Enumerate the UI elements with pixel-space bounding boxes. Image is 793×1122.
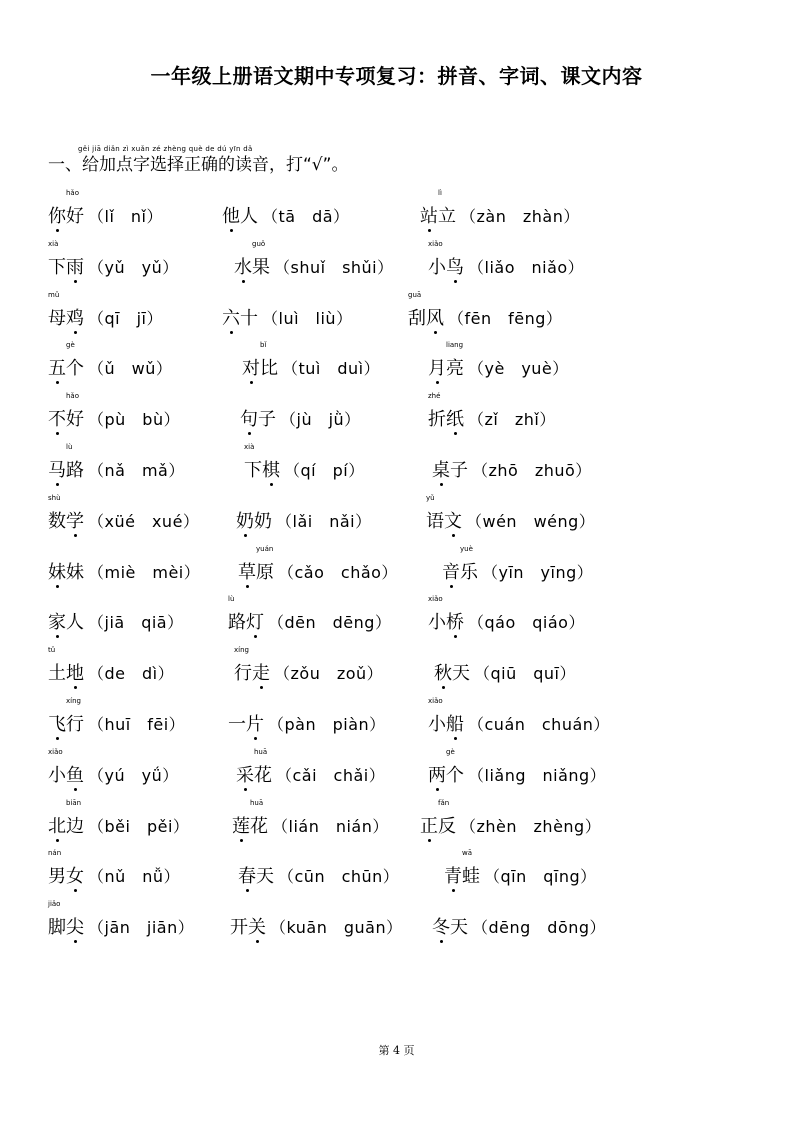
pinyin-annotation: xiǎo xyxy=(48,747,63,756)
question-item xyxy=(428,392,556,435)
dotted-character: 五 xyxy=(48,354,66,380)
pinyin-options[interactable]: （lián nián） xyxy=(272,816,389,836)
pinyin-options[interactable]: （tā dā） xyxy=(262,207,350,226)
question-word xyxy=(48,747,84,787)
character: 语 yǔ xyxy=(426,493,444,532)
page-number: 第 4 页 xyxy=(378,1044,415,1057)
pinyin-options[interactable]: （fēn fēng） xyxy=(448,308,563,328)
character: 好 hǎo xyxy=(66,189,84,227)
character: 开 xyxy=(230,917,248,939)
character: 母 mǔ xyxy=(48,290,66,329)
question-item xyxy=(48,493,200,537)
dotted-character: 走 xyxy=(252,659,270,685)
question-item xyxy=(428,697,610,740)
pinyin-options[interactable]: （yè yuè） xyxy=(468,359,569,379)
character: 原 yuán xyxy=(256,544,274,583)
question-item xyxy=(48,747,179,791)
question-item xyxy=(48,341,173,384)
dotted-character: 你 xyxy=(48,202,66,228)
character: 小 xiǎo xyxy=(428,595,446,634)
character: 人 xyxy=(66,612,84,634)
pinyin-options[interactable]: （qiū quī） xyxy=(474,664,576,684)
character: 个 gè xyxy=(446,747,464,786)
pinyin-options[interactable]: （qī jī） xyxy=(88,308,163,328)
pinyin-options[interactable]: （kuān guān） xyxy=(270,918,403,938)
pinyin-annotation: bǐ xyxy=(260,341,267,350)
question-word xyxy=(48,558,84,584)
question-item xyxy=(432,456,592,486)
character: 小 xiǎo xyxy=(48,747,66,786)
question-item xyxy=(244,443,365,486)
question-item xyxy=(240,405,361,435)
question-word xyxy=(428,697,464,736)
question-item xyxy=(48,608,184,638)
question-item xyxy=(442,544,594,588)
pinyin-options[interactable]: （qáo qiáo） xyxy=(468,613,585,633)
dotted-character: 飞 xyxy=(48,710,66,736)
character: 天 xyxy=(452,663,470,685)
pinyin-options[interactable]: （luì liù） xyxy=(262,308,353,328)
character: 天 xyxy=(256,866,274,888)
question-item xyxy=(48,290,163,334)
pinyin-options[interactable]: （zǒu zoǔ） xyxy=(274,664,384,684)
question-word xyxy=(232,798,268,838)
character: 脚 jiǎo xyxy=(48,900,66,939)
dotted-character: 鱼 xyxy=(66,761,84,787)
pinyin-options[interactable]: （zàn zhàn） xyxy=(460,207,580,226)
question-item xyxy=(48,558,200,588)
pinyin-options[interactable]: （ǔ wǔ） xyxy=(88,359,173,379)
dotted-character: 奶 xyxy=(236,507,254,533)
question-word xyxy=(408,290,444,330)
question-item xyxy=(48,849,181,892)
question-word xyxy=(48,608,84,634)
pinyin-annotation: hǎo xyxy=(66,392,80,401)
dotted-character: 水 xyxy=(234,253,252,279)
pinyin-annotation: yuè xyxy=(460,544,473,553)
pinyin-options[interactable]: （pàn piàn） xyxy=(268,715,386,734)
dotted-character: 尖 xyxy=(66,913,84,939)
question-item xyxy=(48,189,163,232)
question-word xyxy=(442,544,478,584)
dotted-character: 关 xyxy=(248,913,266,939)
question-word xyxy=(420,189,456,228)
pinyin-options[interactable]: （nǎ mǎ） xyxy=(88,461,185,480)
pinyin-options[interactable]: （jiā qiā） xyxy=(88,613,184,633)
character: 下 xià xyxy=(48,239,66,278)
dotted-character: 船 xyxy=(446,710,464,736)
pinyin-options[interactable]: （huī fēi） xyxy=(88,715,186,734)
question-item xyxy=(428,595,585,638)
question-word xyxy=(236,507,272,533)
dotted-character: 六 xyxy=(222,304,240,330)
question-word xyxy=(228,595,264,634)
question-word xyxy=(240,405,276,431)
pinyin-annotation: nán xyxy=(48,849,62,858)
pinyin-annotation: huā xyxy=(250,798,264,807)
pinyin-annotation: shù xyxy=(48,493,61,502)
question-word xyxy=(434,659,470,685)
question-word xyxy=(48,189,84,228)
pinyin-options[interactable]: （pù bù） xyxy=(88,410,181,430)
pinyin-options[interactable]: （jān jiān） xyxy=(88,918,195,938)
character: 土 tǔ xyxy=(48,646,66,685)
question-item xyxy=(228,710,386,740)
dotted-character: 不 xyxy=(48,405,66,431)
pinyin-annotation: xià xyxy=(48,239,59,248)
dotted-character: 女 xyxy=(66,862,84,888)
dotted-character: 雨 xyxy=(66,253,84,279)
pinyin-options[interactable]: （dēn dēng） xyxy=(268,613,392,633)
pinyin-options[interactable]: （qí pí） xyxy=(284,461,365,480)
question-item xyxy=(230,913,403,943)
character: 亮 liang xyxy=(446,341,464,380)
dotted-character: 灯 xyxy=(246,608,264,634)
pinyin-options[interactable]: （zǐ zhǐ） xyxy=(468,410,556,430)
pinyin-annotation: tǔ xyxy=(48,646,56,655)
dotted-character: 草 xyxy=(238,558,256,584)
question-word xyxy=(420,798,456,838)
pinyin-options[interactable]: （yú yǘ） xyxy=(88,765,179,785)
character: 天 xyxy=(450,917,468,939)
dotted-character: 月 xyxy=(428,354,446,380)
dotted-character: 文 xyxy=(444,507,462,533)
question-word xyxy=(428,341,464,380)
pinyin-options[interactable]: （shuǐ shǔi） xyxy=(274,257,394,277)
dotted-character: 棋 xyxy=(262,456,280,482)
dotted-character: 桥 xyxy=(446,608,464,634)
character: 行 xíng xyxy=(66,697,84,735)
pinyin-annotation: gè xyxy=(446,747,455,756)
question-word xyxy=(48,290,84,330)
dotted-character: 两 xyxy=(428,761,446,787)
section-heading: 一、给加点字选择正确的读音，打“√”。 xyxy=(48,155,349,175)
dotted-character: 采 xyxy=(236,761,254,787)
character: 子 xyxy=(258,409,276,431)
question-item xyxy=(432,913,606,943)
dotted-character: 妹 xyxy=(48,558,66,584)
character: 十 xyxy=(240,307,258,329)
character: 立 lì xyxy=(438,189,456,227)
pinyin-options[interactable]: （cūn chūn） xyxy=(278,867,400,887)
pinyin-options[interactable]: （zhèn zhèng） xyxy=(460,816,602,836)
character: 蛙 wā xyxy=(462,849,480,888)
question-item xyxy=(238,862,399,892)
pinyin-options[interactable]: （wén wéng） xyxy=(466,511,596,531)
character: 路 lù xyxy=(228,595,246,634)
question-word xyxy=(48,697,84,736)
question-word xyxy=(48,798,84,838)
dotted-character: 北 xyxy=(48,812,66,838)
question-item xyxy=(48,646,175,689)
page-title: 一年级上册语文期中专项复习：拼音、字词、课文内容 xyxy=(150,64,643,88)
character: 妹 xyxy=(66,561,84,583)
pinyin-annotation: hǎo xyxy=(66,189,80,197)
question-item xyxy=(222,202,350,232)
character: 人 xyxy=(240,206,258,227)
dotted-character: 秋 xyxy=(434,659,452,685)
pinyin-options[interactable]: （qīn qīng） xyxy=(484,867,597,887)
pinyin-annotation: yǔ xyxy=(426,493,435,502)
question-item xyxy=(428,341,569,384)
pinyin-options[interactable]: （miè mèi） xyxy=(88,562,201,582)
question-word xyxy=(222,202,258,228)
question-word xyxy=(428,595,464,634)
question-item xyxy=(48,798,190,842)
section-pinyin: gěi jiā diǎn zì xuǎn zé zhèng què de dú yīn dǎ xyxy=(78,145,253,153)
dotted-character: 家 xyxy=(48,608,66,634)
question-word xyxy=(432,913,468,939)
question-word xyxy=(432,456,468,482)
dotted-character: 片 xyxy=(246,710,264,736)
dotted-character: 青 xyxy=(444,862,462,888)
question-item xyxy=(48,239,179,283)
pinyin-annotation: xíng xyxy=(234,646,249,655)
dotted-character: 鸟 xyxy=(446,253,464,279)
character: 男 nán xyxy=(48,849,66,888)
character: 花 huā xyxy=(254,747,272,786)
pinyin-annotation: liang xyxy=(446,341,464,350)
pinyin-options[interactable]: （cuán chuán） xyxy=(468,715,610,734)
pinyin-annotation: biān xyxy=(66,798,82,807)
character: 小 xiǎo xyxy=(428,697,446,735)
question-word xyxy=(428,747,464,787)
character: 果 guǒ xyxy=(252,239,270,278)
character: 边 biān xyxy=(66,798,84,837)
pinyin-options[interactable]: （lǐ nǐ） xyxy=(88,207,163,226)
question-word xyxy=(234,646,270,685)
pinyin-annotation: guā xyxy=(408,290,422,299)
character: 反 fǎn xyxy=(438,798,456,837)
dotted-character: 音 xyxy=(442,558,460,584)
question-word xyxy=(48,443,84,482)
question-item xyxy=(232,798,389,842)
pinyin-annotation: xiǎo xyxy=(428,239,443,248)
character: 路 lù xyxy=(66,443,84,481)
character: 小 xiǎo xyxy=(428,239,446,278)
pinyin-annotation: wā xyxy=(462,849,473,858)
question-item xyxy=(48,392,181,435)
pinyin-options[interactable]: （cǎi chǎi） xyxy=(276,765,386,785)
question-word xyxy=(48,392,84,431)
pinyin-annotation: xiǎo xyxy=(428,697,443,705)
pinyin-options[interactable]: （liǎng niǎng） xyxy=(468,765,607,785)
dotted-character: 句 xyxy=(240,405,258,431)
dotted-character: 正 xyxy=(420,812,438,838)
character: 下 xià xyxy=(244,443,262,481)
pinyin-annotation: huā xyxy=(254,747,268,756)
question-item xyxy=(48,900,195,943)
pinyin-annotation: lì xyxy=(438,189,442,197)
question-word xyxy=(222,304,258,330)
character: 好 hǎo xyxy=(66,392,84,431)
pinyin-options[interactable]: （xüé xué） xyxy=(88,511,200,531)
character: 数 shù xyxy=(48,493,66,532)
dotted-character: 对 xyxy=(242,354,260,380)
dotted-character: 春 xyxy=(238,862,256,888)
pinyin-annotation: yuán xyxy=(256,544,274,553)
question-item xyxy=(242,341,381,384)
question-word xyxy=(428,239,464,279)
pinyin-options[interactable]: （yīn yīng） xyxy=(482,562,594,582)
pinyin-annotation: lù xyxy=(66,443,73,451)
question-item xyxy=(236,747,386,791)
question-word xyxy=(48,646,84,685)
dotted-character: 学 xyxy=(66,507,84,533)
character: 折 zhé xyxy=(428,392,446,431)
character: 行 xíng xyxy=(234,646,252,685)
pinyin-options[interactable]: （lǎi nǎi） xyxy=(276,511,372,531)
dotted-character: 莲 xyxy=(232,812,250,838)
question-item xyxy=(426,493,596,537)
character: 乐 yuè xyxy=(460,544,478,583)
question-word xyxy=(244,443,280,482)
dotted-character: 桌 xyxy=(432,456,450,482)
question-word xyxy=(236,747,272,787)
character: 比 bǐ xyxy=(260,341,278,380)
pinyin-options[interactable]: （cǎo chǎo） xyxy=(278,562,398,582)
question-item xyxy=(234,239,394,283)
pinyin-annotation: xiǎo xyxy=(428,595,443,604)
pinyin-annotation: zhé xyxy=(428,392,441,401)
question-word xyxy=(48,849,84,888)
pinyin-options[interactable]: （liǎo niǎo） xyxy=(468,257,585,277)
question-word xyxy=(228,710,264,736)
question-item xyxy=(238,544,398,588)
dotted-character: 地 xyxy=(66,659,84,685)
question-item xyxy=(444,849,597,892)
question-item xyxy=(434,659,576,689)
question-item xyxy=(228,595,392,638)
question-item xyxy=(428,747,607,791)
pinyin-options[interactable]: （nǔ nǚ） xyxy=(88,867,181,887)
pinyin-options[interactable]: （dēng dōng） xyxy=(472,918,607,938)
question-item xyxy=(234,646,384,689)
pinyin-annotation: gè xyxy=(66,341,75,350)
question-word xyxy=(234,239,270,279)
character: 奶 xyxy=(254,510,272,532)
question-item xyxy=(428,239,585,283)
question-word xyxy=(444,849,480,888)
dotted-character: 纸 xyxy=(446,405,464,431)
question-word xyxy=(238,862,274,888)
question-word xyxy=(48,900,84,939)
character: 子 xyxy=(450,460,468,481)
pinyin-annotation: xíng xyxy=(66,697,81,705)
question-word xyxy=(48,493,84,533)
dotted-character: 鸡 xyxy=(66,304,84,330)
dotted-character: 站 xyxy=(420,202,438,228)
pinyin-options[interactable]: （de dì） xyxy=(88,664,175,684)
pinyin-annotation: fǎn xyxy=(438,798,450,807)
question-item xyxy=(408,290,563,334)
pinyin-options[interactable]: （zhō zhuō） xyxy=(472,461,592,480)
question-word xyxy=(230,913,266,939)
question-item xyxy=(420,189,580,232)
character: 花 huā xyxy=(250,798,268,837)
pinyin-annotation: lù xyxy=(228,595,235,604)
character: 一 xyxy=(228,714,246,735)
question-word xyxy=(426,493,462,533)
question-item xyxy=(236,507,372,537)
dotted-character: 风 xyxy=(426,304,444,330)
character: 刮 guā xyxy=(408,290,426,329)
question-word xyxy=(48,239,84,279)
dotted-character: 他 xyxy=(222,202,240,228)
pinyin-annotation: mǔ xyxy=(48,290,60,299)
pinyin-annotation: xià xyxy=(244,443,255,451)
question-item xyxy=(420,798,602,842)
dotted-character: 马 xyxy=(48,456,66,482)
question-item xyxy=(48,443,185,486)
question-word xyxy=(428,392,464,431)
question-item xyxy=(222,304,353,334)
pinyin-options[interactable]: （jù jǜ） xyxy=(280,410,361,430)
pinyin-annotation: guǒ xyxy=(252,239,266,248)
question-item xyxy=(48,697,186,740)
pinyin-options[interactable]: （běi pěi） xyxy=(88,816,190,836)
question-word xyxy=(238,544,274,584)
character: 个 gè xyxy=(66,341,84,380)
pinyin-options[interactable]: （tuì duì） xyxy=(282,359,381,379)
pinyin-options[interactable]: （yǔ yǔ） xyxy=(88,257,179,277)
dotted-character: 冬 xyxy=(432,913,450,939)
pinyin-annotation: jiǎo xyxy=(48,900,61,909)
question-word xyxy=(242,341,278,380)
question-word xyxy=(48,341,84,380)
